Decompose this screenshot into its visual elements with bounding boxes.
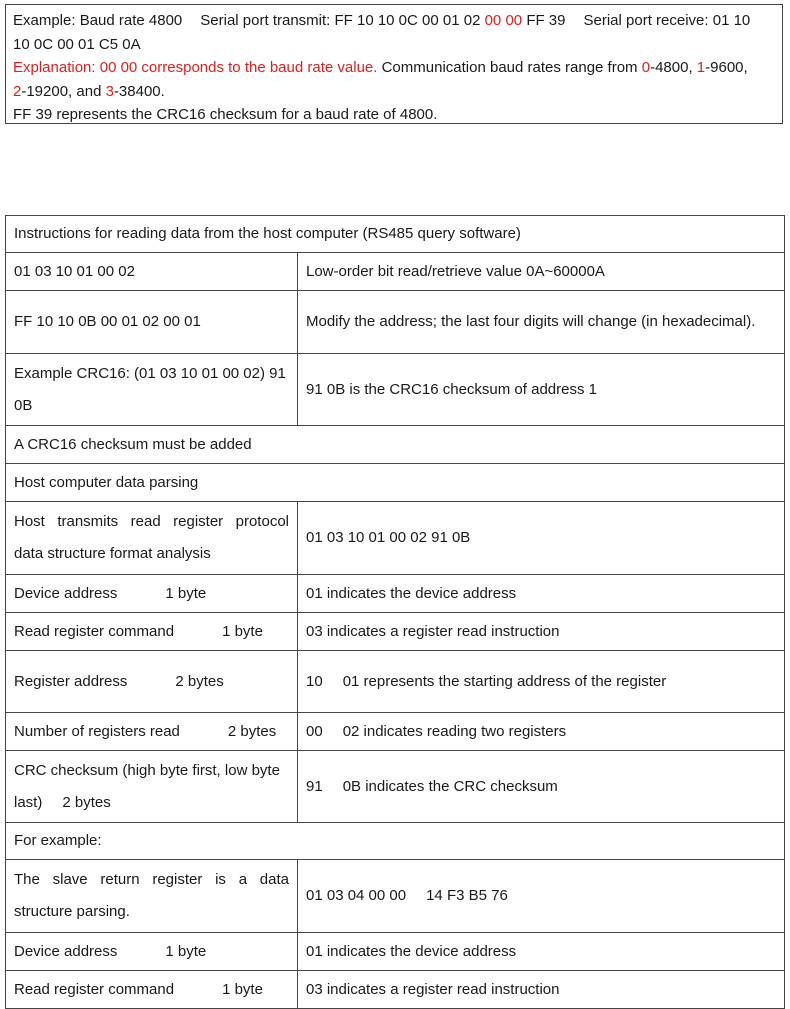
field-desc: 03 indicates a register read instruction <box>298 971 785 1009</box>
table-row <box>6 933 785 971</box>
baud-code-3: 3 <box>105 82 114 100</box>
table-row <box>6 860 785 933</box>
hex-value: 01 03 04 00 00 <box>306 887 407 904</box>
protocol-table <box>5 215 785 1009</box>
table-row <box>6 426 785 464</box>
field-desc <box>298 713 785 751</box>
crc-required-note: A CRC16 checksum must be added <box>6 426 785 464</box>
table-row <box>6 971 785 1009</box>
field-size: 1 byte <box>222 622 263 640</box>
hex-desc: 0B indicates the CRC checksum <box>342 777 558 795</box>
table-row <box>6 502 785 575</box>
hex-desc: 01 represents the starting address of the register <box>342 672 667 690</box>
range-text: Communication baud rates range from <box>381 59 638 76</box>
baud-rate-note-box <box>5 4 783 124</box>
table-row <box>6 751 785 823</box>
field-name: Register address <box>14 672 128 690</box>
field-name: Device address <box>14 584 118 602</box>
field-name: Read register command <box>14 980 175 998</box>
table-row <box>6 651 785 713</box>
table-title: Instructions for reading data from the host computer (RS485 query software) <box>6 216 785 253</box>
slave-return-cell: The slave return register is a data structure parsing. <box>6 860 298 933</box>
field-size: 2 bytes <box>227 722 277 740</box>
field-cell <box>6 751 298 823</box>
note-line-4 <box>13 80 775 104</box>
transmit-highlight: 00 00 <box>484 12 523 29</box>
slave-return-frame <box>298 860 785 933</box>
note-line-3 <box>13 56 775 80</box>
for-example-heading: For example: <box>6 823 785 860</box>
receive-frame: Serial port receive: 01 10 <box>583 12 751 29</box>
baud-value-1: -9600, <box>705 59 748 76</box>
baud-code-1: 1 <box>696 59 706 76</box>
field-cell <box>6 933 298 971</box>
hex-value: 10 <box>306 672 323 690</box>
hex-value: 91 <box>306 777 323 795</box>
table-row <box>6 291 785 354</box>
table-row <box>6 464 785 502</box>
field-size: 1 byte <box>165 942 207 960</box>
field-name: Device address <box>14 942 118 960</box>
hex-value: 14 F3 B5 76 <box>426 887 508 904</box>
hex-value: 00 <box>306 722 323 740</box>
hex-desc: 02 indicates reading two registers <box>342 722 567 740</box>
field-name: CRC checksum (high byte first, low byte last) <box>14 761 280 811</box>
crc-example-cell: Example CRC16: (01 03 10 01 00 02) 91 0B <box>6 354 298 426</box>
field-desc: 01 indicates the device address <box>298 575 785 613</box>
baud-value-2: -19200, and <box>21 82 102 100</box>
field-desc: 03 indicates a register read instruction <box>298 613 785 651</box>
crc-example-desc: 91 0B is the CRC16 checksum of address 1 <box>298 354 785 426</box>
table-row <box>6 354 785 426</box>
note-line-1 <box>13 9 775 33</box>
field-size: 1 byte <box>222 980 263 998</box>
note-line-2: 10 0C 00 01 C5 0A <box>13 35 141 53</box>
table-row <box>6 823 785 860</box>
baud-code-0: 0 <box>641 59 651 76</box>
field-desc <box>298 751 785 823</box>
field-size: 2 bytes <box>62 793 111 811</box>
field-cell <box>6 713 298 751</box>
example-baud-rate: Example: Baud rate 4800 <box>13 12 183 29</box>
field-cell <box>6 651 298 713</box>
table-row <box>6 613 785 651</box>
field-desc: 01 indicates the device address <box>298 933 785 971</box>
field-cell <box>6 613 298 651</box>
field-desc <box>298 651 785 713</box>
host-transmit-cell: Host transmits read register protocol data structure format analysis <box>6 502 298 575</box>
note-line-5: FF 39 represents the CRC16 checksum for a baud rate of 4800. <box>13 106 438 123</box>
table-row <box>6 253 785 291</box>
baud-value-3: -38400. <box>113 82 165 100</box>
field-cell <box>6 971 298 1009</box>
table-row <box>6 713 785 751</box>
explanation-text: Explanation: 00 00 corresponds to the baud rate value. <box>13 59 378 76</box>
read-command-cell: 01 03 10 01 00 02 <box>6 253 298 291</box>
table-row <box>6 216 785 253</box>
table-row <box>6 575 785 613</box>
field-size: 2 bytes <box>175 672 224 690</box>
modify-address-cell: FF 10 10 0B 00 01 02 00 01 <box>6 291 298 354</box>
transmit-crc: FF 39 <box>526 12 566 29</box>
modify-address-desc: Modify the address; the last four digits will change (in hexadecimal). <box>298 291 785 354</box>
field-name: Read register command <box>14 622 175 640</box>
read-command-desc: Low-order bit read/retrieve value 0A~60000A <box>298 253 785 291</box>
baud-value-0: -4800, <box>650 59 693 76</box>
baud-code-2: 2 <box>13 82 22 100</box>
field-name: Number of registers read <box>14 722 180 740</box>
host-transmit-frame: 01 03 10 01 00 02 91 0B <box>298 502 785 575</box>
field-cell <box>6 575 298 613</box>
parsing-heading: Host computer data parsing <box>6 464 785 502</box>
field-size: 1 byte <box>165 584 207 602</box>
transmit-frame: Serial port transmit: FF 10 10 0C 00 01 02 <box>200 12 481 29</box>
